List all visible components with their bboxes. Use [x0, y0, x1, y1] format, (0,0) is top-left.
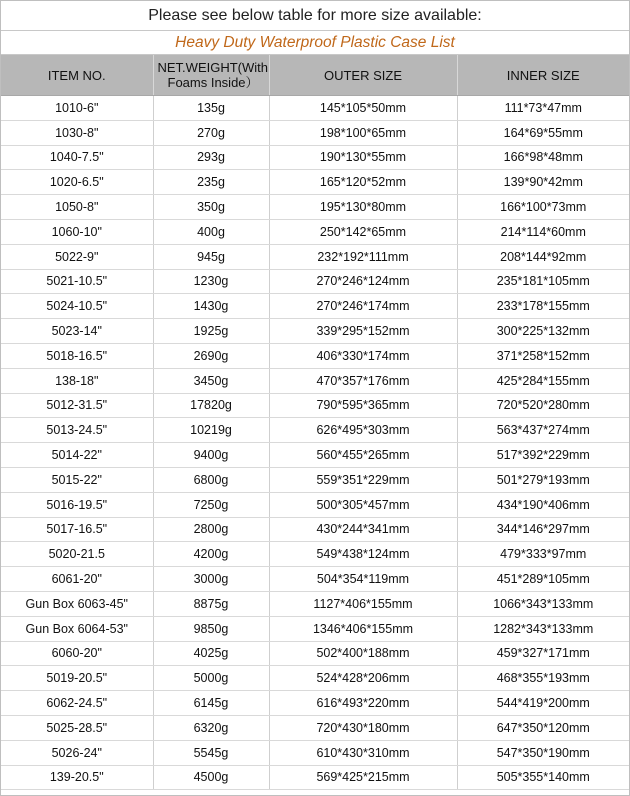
cell-item-no: 5020-21.5 — [1, 542, 153, 567]
table-row — [1, 368, 629, 393]
table-row — [1, 269, 629, 294]
cell-net-weight: 8875g — [153, 591, 269, 616]
cell-net-weight: 4200g — [153, 542, 269, 567]
cell-inner-size: 479*333*97mm — [457, 542, 629, 567]
cell-inner-size: 647*350*120mm — [457, 715, 629, 740]
cell-inner-size: 166*100*73mm — [457, 195, 629, 220]
cell-item-no: 1020-6.5" — [1, 170, 153, 195]
table-body — [1, 96, 629, 790]
cell-inner-size: 547*350*190mm — [457, 740, 629, 765]
cell-outer-size: 1346*406*155mm — [269, 616, 457, 641]
cell-item-no: 1040-7.5" — [1, 145, 153, 170]
cell-inner-size: 1066*343*133mm — [457, 591, 629, 616]
cell-inner-size: 166*98*48mm — [457, 145, 629, 170]
table-header-row — [1, 55, 629, 96]
cell-net-weight: 1430g — [153, 294, 269, 319]
cell-item-no: 1060-10" — [1, 219, 153, 244]
cell-item-no: Gun Box 6064-53" — [1, 616, 153, 641]
table-row — [1, 443, 629, 468]
table-row — [1, 96, 629, 121]
cell-outer-size: 626*495*303mm — [269, 418, 457, 443]
cell-outer-size: 616*493*220mm — [269, 691, 457, 716]
cell-item-no: 5013-24.5" — [1, 418, 153, 443]
cell-outer-size: 1127*406*155mm — [269, 591, 457, 616]
cell-item-no: 5015-22" — [1, 467, 153, 492]
cell-outer-size: 720*430*180mm — [269, 715, 457, 740]
cell-outer-size: 406*330*174mm — [269, 343, 457, 368]
cell-net-weight: 7250g — [153, 492, 269, 517]
cell-item-no: 5022-9" — [1, 244, 153, 269]
cell-outer-size: 790*595*365mm — [269, 393, 457, 418]
table-row — [1, 294, 629, 319]
table-row — [1, 145, 629, 170]
cell-inner-size: 459*327*171mm — [457, 641, 629, 666]
cell-item-no: 5016-19.5" — [1, 492, 153, 517]
cell-outer-size: 232*192*111mm — [269, 244, 457, 269]
cell-net-weight: 135g — [153, 96, 269, 121]
cell-net-weight: 293g — [153, 145, 269, 170]
cell-inner-size: 139*90*42mm — [457, 170, 629, 195]
header-net-weight — [153, 55, 269, 96]
cell-item-no: 6061-20" — [1, 567, 153, 592]
cell-net-weight: 6145g — [153, 691, 269, 716]
table-row — [1, 393, 629, 418]
cell-inner-size: 344*146*297mm — [457, 517, 629, 542]
cell-outer-size: 195*130*80mm — [269, 195, 457, 220]
table-row — [1, 691, 629, 716]
table-row — [1, 542, 629, 567]
cell-inner-size: 468*355*193mm — [457, 666, 629, 691]
header-item-no: ITEM NO. — [1, 55, 153, 96]
cell-inner-size: 501*279*193mm — [457, 467, 629, 492]
cell-item-no: 5021-10.5" — [1, 269, 153, 294]
cell-net-weight: 9400g — [153, 443, 269, 468]
header-net-weight-line1: NET.WEIGHT(With — [157, 60, 268, 75]
header-net-weight-line2: Foams Inside） — [167, 75, 259, 90]
cell-net-weight: 9850g — [153, 616, 269, 641]
table-row — [1, 492, 629, 517]
cell-net-weight: 5545g — [153, 740, 269, 765]
cell-inner-size: 425*284*155mm — [457, 368, 629, 393]
header-inner-size: INNER SIZE — [457, 55, 629, 96]
header-outer-size: OUTER SIZE — [269, 55, 457, 96]
cell-net-weight: 6800g — [153, 467, 269, 492]
cell-inner-size: 111*73*47mm — [457, 96, 629, 121]
cell-inner-size: 371*258*152mm — [457, 343, 629, 368]
table-row — [1, 641, 629, 666]
cell-outer-size: 250*142*65mm — [269, 219, 457, 244]
cell-item-no: 6062-24.5" — [1, 691, 153, 716]
cell-net-weight: 945g — [153, 244, 269, 269]
cell-net-weight: 4025g — [153, 641, 269, 666]
cell-outer-size: 145*105*50mm — [269, 96, 457, 121]
table-row — [1, 765, 629, 790]
cell-net-weight: 10219g — [153, 418, 269, 443]
cell-net-weight: 350g — [153, 195, 269, 220]
table-row — [1, 120, 629, 145]
cell-inner-size: 517*392*229mm — [457, 443, 629, 468]
cell-outer-size: 190*130*55mm — [269, 145, 457, 170]
cell-item-no: 1010-6" — [1, 96, 153, 121]
cell-inner-size: 214*114*60mm — [457, 219, 629, 244]
cell-outer-size: 470*357*176mm — [269, 368, 457, 393]
cell-net-weight: 2800g — [153, 517, 269, 542]
cell-item-no: 6060-20" — [1, 641, 153, 666]
table-row — [1, 219, 629, 244]
cell-outer-size: 270*246*124mm — [269, 269, 457, 294]
cell-item-no: 5018-16.5" — [1, 343, 153, 368]
table-row — [1, 740, 629, 765]
cell-net-weight: 2690g — [153, 343, 269, 368]
table-row — [1, 418, 629, 443]
cell-outer-size: 560*455*265mm — [269, 443, 457, 468]
page-title: Please see below table for more size available: — [1, 1, 629, 31]
cell-outer-size: 524*428*206mm — [269, 666, 457, 691]
cell-inner-size: 235*181*105mm — [457, 269, 629, 294]
cell-outer-size: 549*438*124mm — [269, 542, 457, 567]
cell-net-weight: 4500g — [153, 765, 269, 790]
table-row — [1, 343, 629, 368]
table-row — [1, 591, 629, 616]
table-row — [1, 517, 629, 542]
table-row — [1, 567, 629, 592]
cell-inner-size: 434*190*406mm — [457, 492, 629, 517]
cell-outer-size: 430*244*341mm — [269, 517, 457, 542]
cell-outer-size: 500*305*457mm — [269, 492, 457, 517]
cell-inner-size: 1282*343*133mm — [457, 616, 629, 641]
cell-outer-size: 165*120*52mm — [269, 170, 457, 195]
cell-outer-size: 569*425*215mm — [269, 765, 457, 790]
cell-item-no: 5012-31.5" — [1, 393, 153, 418]
cell-item-no: Gun Box 6063-45" — [1, 591, 153, 616]
cell-net-weight: 270g — [153, 120, 269, 145]
cell-inner-size: 208*144*92mm — [457, 244, 629, 269]
cell-item-no: 5023-14" — [1, 319, 153, 344]
table-row — [1, 616, 629, 641]
table-row — [1, 170, 629, 195]
table-row — [1, 195, 629, 220]
cell-net-weight: 3000g — [153, 567, 269, 592]
cell-inner-size: 563*437*274mm — [457, 418, 629, 443]
cell-item-no: 1050-8" — [1, 195, 153, 220]
cell-outer-size: 270*246*174mm — [269, 294, 457, 319]
cell-item-no: 5024-10.5" — [1, 294, 153, 319]
cell-net-weight: 5000g — [153, 666, 269, 691]
cell-item-no: 5025-28.5" — [1, 715, 153, 740]
cell-net-weight: 3450g — [153, 368, 269, 393]
cell-outer-size: 504*354*119mm — [269, 567, 457, 592]
cell-item-no: 138-18" — [1, 368, 153, 393]
table-row — [1, 715, 629, 740]
cell-net-weight: 1230g — [153, 269, 269, 294]
cell-inner-size: 451*289*105mm — [457, 567, 629, 592]
cell-outer-size: 339*295*152mm — [269, 319, 457, 344]
cell-item-no: 5026-24" — [1, 740, 153, 765]
list-subtitle: Heavy Duty Waterproof Plastic Case List — [1, 31, 629, 55]
cell-outer-size: 198*100*65mm — [269, 120, 457, 145]
cell-item-no: 1030-8" — [1, 120, 153, 145]
cell-net-weight: 6320g — [153, 715, 269, 740]
cell-inner-size: 544*419*200mm — [457, 691, 629, 716]
table-row — [1, 467, 629, 492]
case-size-table — [1, 55, 629, 790]
cell-inner-size: 164*69*55mm — [457, 120, 629, 145]
cell-inner-size: 233*178*155mm — [457, 294, 629, 319]
cell-outer-size: 610*430*310mm — [269, 740, 457, 765]
cell-net-weight: 17820g — [153, 393, 269, 418]
cell-net-weight: 235g — [153, 170, 269, 195]
cell-item-no: 139-20.5" — [1, 765, 153, 790]
cell-item-no: 5014-22" — [1, 443, 153, 468]
cell-inner-size: 505*355*140mm — [457, 765, 629, 790]
table-row — [1, 244, 629, 269]
cell-inner-size: 720*520*280mm — [457, 393, 629, 418]
cell-net-weight: 400g — [153, 219, 269, 244]
cell-outer-size: 559*351*229mm — [269, 467, 457, 492]
table-row — [1, 319, 629, 344]
cell-outer-size: 502*400*188mm — [269, 641, 457, 666]
cell-net-weight: 1925g — [153, 319, 269, 344]
cell-item-no: 5017-16.5" — [1, 517, 153, 542]
cell-inner-size: 300*225*132mm — [457, 319, 629, 344]
cell-item-no: 5019-20.5" — [1, 666, 153, 691]
table-row — [1, 666, 629, 691]
